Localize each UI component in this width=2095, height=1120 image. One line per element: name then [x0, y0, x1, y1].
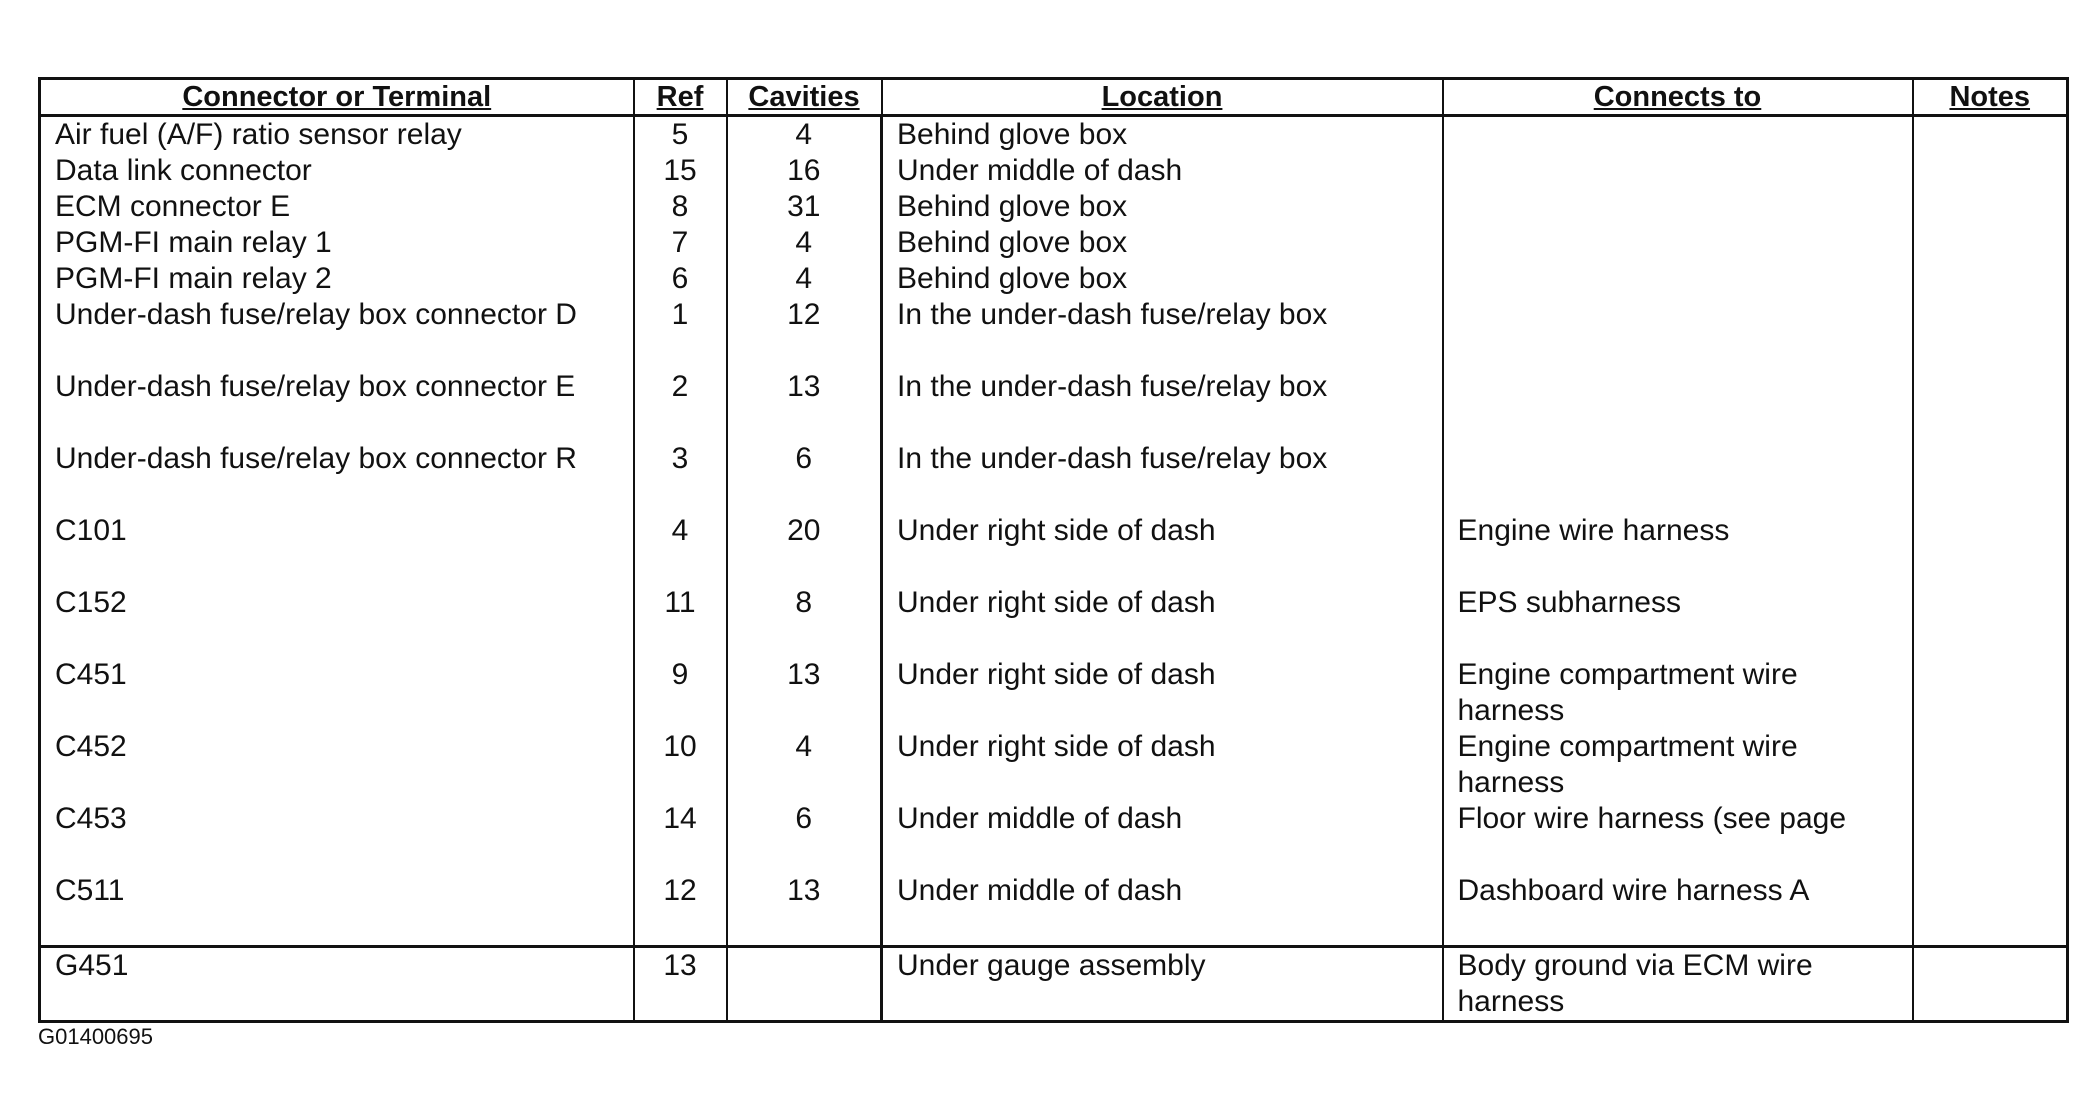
- cell-ref: 9: [634, 657, 727, 729]
- cell-location: Behind glove box: [882, 116, 1443, 154]
- table-row: [40, 513, 2068, 585]
- cell-notes: [1913, 947, 2068, 1022]
- cell-ref: 1: [634, 297, 727, 369]
- cell-location: Under middle of dash: [882, 873, 1443, 947]
- cell-cavities: 13: [727, 873, 882, 947]
- cell-connects-to: Engine compartment wire harness: [1443, 729, 1913, 801]
- cell-ref: 13: [634, 947, 727, 1022]
- cell-connector: Data link connector: [55, 154, 312, 187]
- cell-connects-to: [1443, 441, 1913, 513]
- cell-location: Under gauge assembly: [882, 947, 1443, 1022]
- cell-cavities: 13: [727, 369, 882, 441]
- cell-location: Behind glove box: [882, 261, 1443, 297]
- table-row: [40, 657, 2068, 729]
- cell-cavities: [727, 947, 882, 1022]
- cell-ref: 2: [634, 369, 727, 441]
- cell-cavities: 4: [727, 729, 882, 801]
- cell-location: Under right side of dash: [882, 513, 1443, 585]
- table-row: [40, 947, 2068, 1022]
- table-row: [40, 801, 2068, 873]
- cell-cavities: 31: [727, 189, 882, 225]
- cell-ref: 5: [634, 116, 727, 154]
- cell-notes: [1913, 116, 2068, 154]
- cell-connects-to: Body ground via ECM wire harness: [1443, 947, 1913, 1022]
- cell-location: Behind glove box: [882, 225, 1443, 261]
- cell-location: In the under-dash fuse/relay box: [882, 441, 1443, 513]
- table-row: [40, 153, 2068, 189]
- figure-id: G01400695: [38, 1024, 153, 1049]
- cell-cavities: 8: [727, 585, 882, 657]
- cell-ref: 7: [634, 225, 727, 261]
- table-row: [40, 225, 2068, 261]
- cell-location: In the under-dash fuse/relay box: [882, 297, 1443, 369]
- cell-connector: Under-dash fuse/relay box connector R: [55, 442, 577, 475]
- cell-notes: [1913, 729, 2068, 801]
- cell-notes: [1913, 189, 2068, 225]
- cell-connector: G451: [40, 947, 634, 1022]
- cell-connector: C453: [55, 802, 127, 835]
- cell-location: Under middle of dash: [882, 153, 1443, 189]
- cell-cavities: 4: [727, 225, 882, 261]
- table-row: [40, 261, 2068, 297]
- cell-connector: C152: [55, 586, 127, 619]
- cell-connects-to: [1443, 153, 1913, 189]
- cell-ref: 15: [634, 153, 727, 189]
- cell-notes: [1913, 225, 2068, 261]
- connector-table-container: [38, 77, 2066, 1023]
- cell-connector: PGM-FI main relay 1: [55, 226, 332, 259]
- header-connects-to: Connects to: [1443, 79, 1913, 116]
- cell-connects-to: EPS subharness: [1443, 585, 1913, 657]
- cell-ref: 14: [634, 801, 727, 873]
- table-row: [40, 369, 2068, 441]
- header-ref: Ref: [634, 79, 727, 116]
- header-cavities: Cavities: [727, 79, 882, 116]
- cell-ref: 12: [634, 873, 727, 947]
- cell-ref: 3: [634, 441, 727, 513]
- cell-notes: [1913, 261, 2068, 297]
- cell-connects-to: Dashboard wire harness A: [1443, 873, 1913, 947]
- cell-ref: 6: [634, 261, 727, 297]
- cell-connects-to: [1443, 261, 1913, 297]
- connector-table: [38, 77, 2069, 1023]
- cell-cavities: 6: [727, 801, 882, 873]
- cell-cavities: 4: [727, 261, 882, 297]
- cell-connector: C511: [55, 874, 125, 907]
- table-row: [40, 441, 2068, 513]
- cell-connects-to: [1443, 116, 1913, 154]
- cell-location: Behind glove box: [882, 189, 1443, 225]
- cell-notes: [1913, 297, 2068, 369]
- table-row: [40, 116, 2068, 154]
- cell-notes: [1913, 441, 2068, 513]
- cell-notes: [1913, 153, 2068, 189]
- cell-cavities: 4: [727, 116, 882, 154]
- cell-ref: 10: [634, 729, 727, 801]
- cell-location: Under right side of dash: [882, 585, 1443, 657]
- cell-ref: 4: [634, 513, 727, 585]
- cell-notes: [1913, 873, 2068, 947]
- cell-notes: [1913, 585, 2068, 657]
- cell-ref: 8: [634, 189, 727, 225]
- table-row: [40, 189, 2068, 225]
- cell-location: Under right side of dash: [882, 729, 1443, 801]
- cell-notes: [1913, 657, 2068, 729]
- cell-connector: Under-dash fuse/relay box connector D: [55, 298, 577, 331]
- cell-connector: C452: [55, 730, 127, 763]
- cell-connects-to: Floor wire harness (see page: [1443, 801, 1913, 873]
- cell-connector: Air fuel (A/F) ratio sensor relay: [55, 118, 462, 151]
- cell-location: In the under-dash fuse/relay box: [882, 369, 1443, 441]
- table-row: [40, 297, 2068, 369]
- header-location: Location: [882, 79, 1443, 116]
- cell-notes: [1913, 801, 2068, 873]
- header-notes: Notes: [1913, 79, 2068, 116]
- table-row: [40, 585, 2068, 657]
- table-row: [40, 729, 2068, 801]
- cell-connects-to: [1443, 225, 1913, 261]
- cell-connects-to: [1443, 189, 1913, 225]
- cell-location: Under middle of dash: [882, 801, 1443, 873]
- header-connector: Connector or Terminal: [40, 79, 634, 116]
- cell-connector: ECM connector E: [55, 190, 291, 223]
- cell-notes: [1913, 369, 2068, 441]
- cell-notes: [1913, 513, 2068, 585]
- table-row: [40, 873, 2068, 947]
- cell-cavities: 13: [727, 657, 882, 729]
- cell-connector: PGM-FI main relay 2: [55, 262, 332, 295]
- cell-cavities: 20: [727, 513, 882, 585]
- cell-ref: 11: [634, 585, 727, 657]
- cell-connects-to: Engine compartment wire harness: [1443, 657, 1913, 729]
- cell-connects-to: Engine wire harness: [1443, 513, 1913, 585]
- cell-connects-to: [1443, 297, 1913, 369]
- cell-cavities: 16: [727, 153, 882, 189]
- cell-connector: C451: [55, 658, 127, 691]
- cell-cavities: 6: [727, 441, 882, 513]
- cell-location: Under right side of dash: [882, 657, 1443, 729]
- table-header-row: [40, 79, 2068, 116]
- cell-connector: Under-dash fuse/relay box connector E: [55, 370, 576, 403]
- cell-connects-to: [1443, 369, 1913, 441]
- cell-connector: C101: [55, 514, 127, 547]
- cell-cavities: 12: [727, 297, 882, 369]
